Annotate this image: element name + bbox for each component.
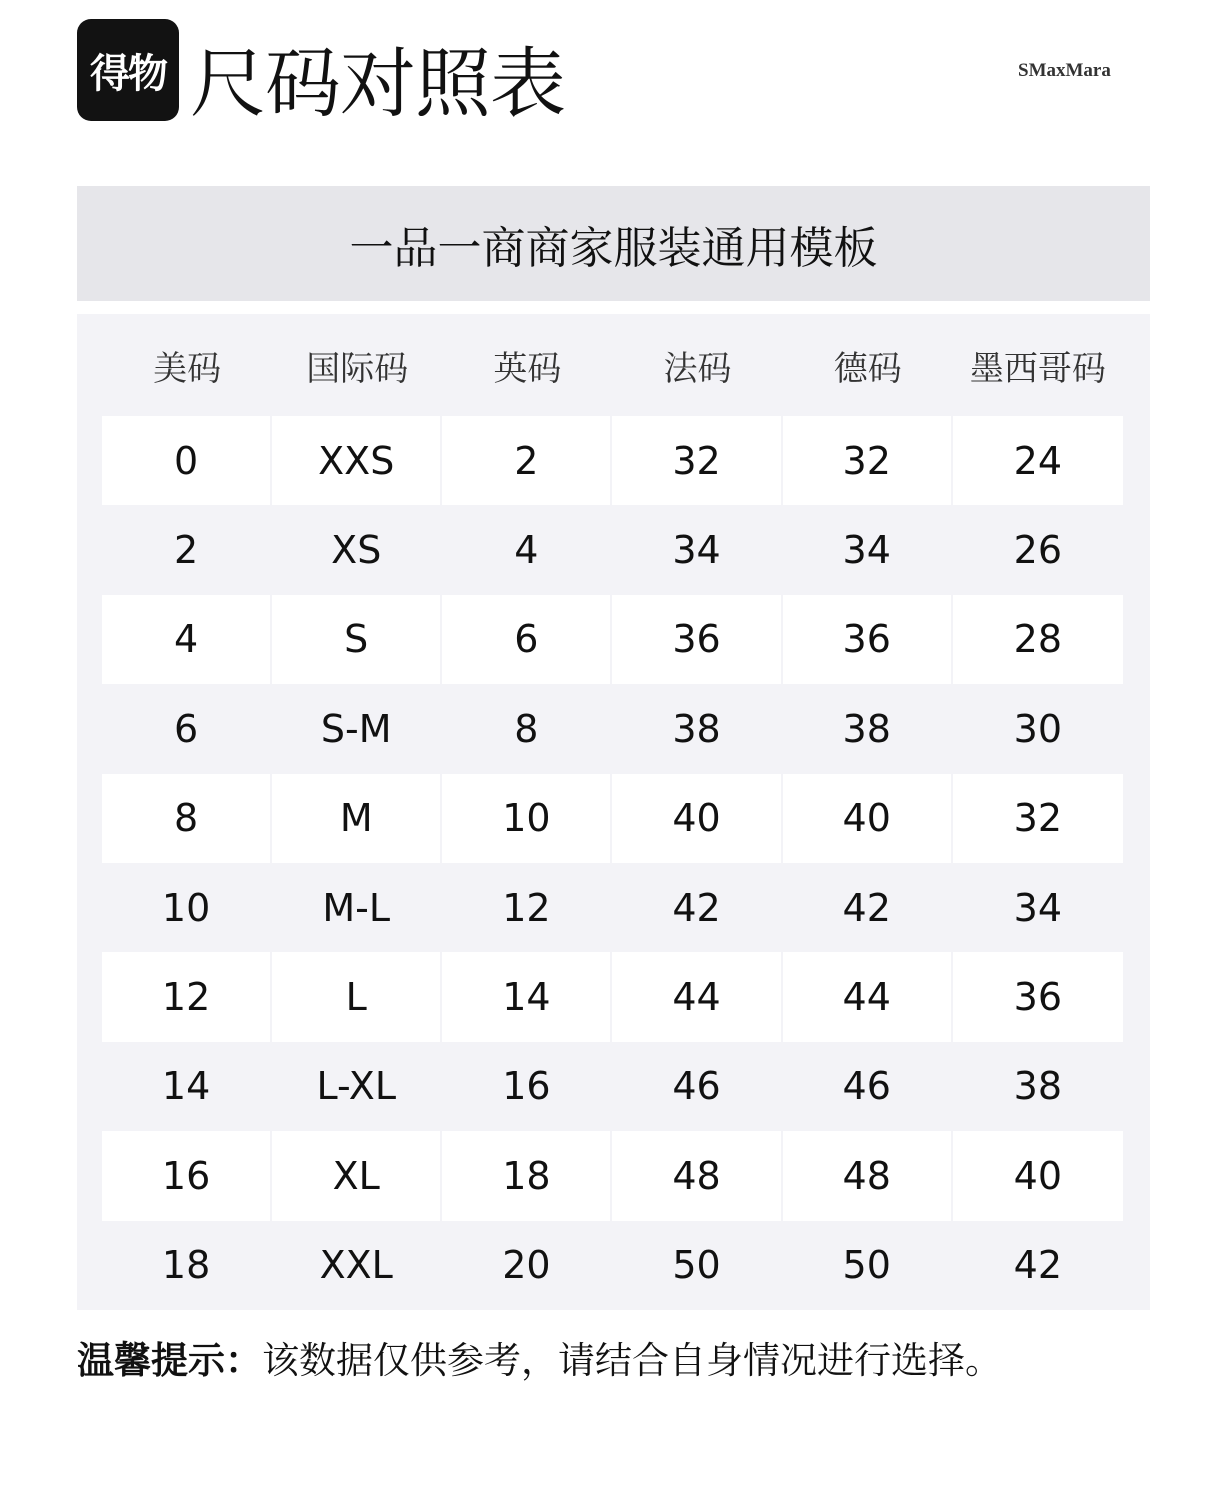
table-cell: 30 [1013,706,1063,751]
table-cell: 28 [953,595,1123,684]
column-header-uk: 英码 [493,348,562,389]
table-cell: 8 [514,706,539,751]
table-cell: 38 [672,706,721,751]
table-cell: 16 [502,1064,551,1109]
table-row [102,863,1123,952]
banner-text: 一品一商商家服装通用模板 [349,222,878,274]
table-cell: S [272,595,440,684]
logo-text: 得物 [90,50,166,97]
table-cell: 6 [173,706,199,751]
footer-tip [77,1330,1002,1384]
table-cell: 18 [442,1131,610,1220]
table-cell: XXS [272,416,440,505]
table-cell: 10 [161,885,211,930]
table-cell: 6 [442,595,610,684]
table-cell: 48 [612,1131,780,1220]
table-cell: 14 [161,1064,211,1109]
table-cell: XS [331,528,382,573]
table-cell: S-M [320,706,392,751]
table-cell: XL [272,1131,440,1220]
table-cell: M-L [322,885,391,930]
table-cell: 34 [842,528,891,573]
table-cell: 34 [1013,885,1063,930]
table-cell: 32 [783,416,951,505]
column-header-us: 美码 [153,348,222,389]
table-row [102,774,1123,863]
table-row [102,505,1123,594]
size-table [77,314,1150,1310]
table-cell: 10 [442,774,610,863]
table-cell: 34 [672,528,721,573]
table-cell: L [272,952,440,1041]
table-cell: 36 [953,952,1123,1041]
table-cell: 40 [612,774,780,863]
tip-text: 该数据仅供参考，请结合自身情况进行选择。 [262,1339,1002,1382]
table-cell: 2 [442,416,610,505]
table-cell: 48 [783,1131,951,1220]
table-row [102,416,1123,505]
table-cell: 14 [442,952,610,1041]
table-cell: 38 [842,706,891,751]
table-cell: 16 [102,1131,270,1220]
column-header-mx: 墨西哥码 [969,348,1106,389]
table-cell: 46 [672,1064,721,1109]
table-row [102,952,1123,1041]
table-cell: 18 [161,1243,211,1288]
table-cell: 42 [672,885,721,930]
table-row [102,684,1123,773]
template-banner [77,186,1150,301]
brand-name: SMaxMara [1018,60,1111,81]
table-cell: 40 [953,1131,1123,1220]
table-cell: 26 [1013,528,1063,573]
table-cell: 4 [102,595,270,684]
page-title: 尺码对照表 [190,39,565,128]
column-header-de: 德码 [833,348,902,389]
table-row [102,595,1123,684]
table-cell: 38 [1013,1064,1063,1109]
table-cell: M [272,774,440,863]
table-row [102,1131,1123,1220]
table-cell: 12 [102,952,270,1041]
table-cell: 44 [612,952,780,1041]
table-cell: 46 [842,1064,891,1109]
column-header-fr: 法码 [663,348,732,389]
table-cell: 50 [672,1243,721,1288]
table-cell: 20 [502,1243,551,1288]
table-cell: 32 [612,416,780,505]
table-cell: 36 [783,595,951,684]
table-cell: XXL [319,1243,393,1288]
table-cell: 24 [953,416,1123,505]
table-cell: 40 [783,774,951,863]
table-cell: 44 [783,952,951,1041]
app-logo [77,19,179,121]
table-body [102,416,1123,1310]
table-cell: L-XL [316,1064,396,1109]
tip-label: 温馨提示： [77,1339,262,1382]
table-cell: 12 [502,885,551,930]
table-cell: 2 [173,528,199,573]
table-cell: 8 [102,774,270,863]
table-cell: 4 [514,528,539,573]
table-cell: 42 [1013,1243,1063,1288]
table-header-row [102,314,1123,416]
column-header-international: 国际码 [306,348,409,389]
table-cell: 32 [953,774,1123,863]
table-cell: 42 [842,885,891,930]
table-cell: 50 [842,1243,891,1288]
table-cell: 0 [102,416,270,505]
table-row [102,1221,1123,1310]
table-cell: 36 [612,595,780,684]
table-row [102,1042,1123,1131]
